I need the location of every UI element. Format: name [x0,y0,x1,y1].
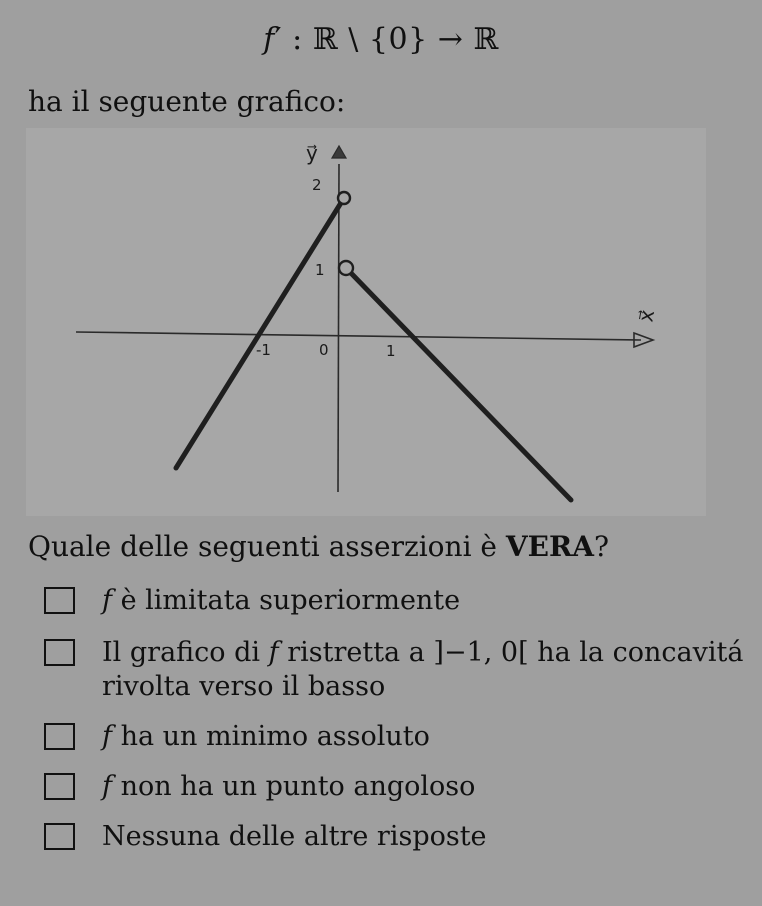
option-4-label: non ha un punto angoloso [112,771,476,802]
option-3 [44,720,744,754]
option-2-label-b: ristretta a ]−1, 0[ ha la concavitá [278,637,744,668]
option-2 [44,636,744,704]
x-axis-label: x⃗ [633,307,660,324]
tick-label-origin: 0 [319,341,329,359]
option-2-label-line2: rivolta verso il basso [102,671,386,702]
y-axis [338,164,339,492]
formula-f: f [263,22,275,57]
graph-svg [26,128,706,516]
option-1-f: f [102,585,112,616]
option-5-label: Nessuna delle altre risposte [102,821,487,852]
tick-label-x-1: 1 [386,342,396,360]
y-axis-label: y⃗ [306,141,318,165]
option-4-f: f [102,771,112,802]
option-3-checkbox[interactable] [44,723,75,750]
question-bold: VERA [505,530,594,563]
open-point-0-1 [339,261,353,275]
option-1-checkbox[interactable] [44,587,75,614]
function-definition [0,18,762,62]
option-3-f: f [102,721,112,752]
question-text [28,528,609,566]
option-4 [44,770,744,804]
formula-domain-codomain: ′ : ℝ \ {0} → ℝ [274,22,499,57]
graph-background [26,128,706,516]
option-2-f: f [268,637,279,668]
option-5-checkbox[interactable] [44,823,75,850]
option-5 [44,820,744,854]
tick-label-x-minus1: -1 [256,341,271,359]
open-point-0-2 [338,192,350,204]
option-1 [44,584,744,618]
answer-options [44,584,744,870]
option-2-checkbox[interactable] [44,639,75,666]
option-4-checkbox[interactable] [44,773,75,800]
option-1-label: è limitata superiormente [112,585,461,616]
question-suffix: ? [593,530,609,563]
tick-label-y-1: 1 [315,261,325,279]
question-prefix: Quale delle seguenti asserzioni è [28,530,506,563]
tick-label-y-2: 2 [312,176,322,194]
option-2-label-a: Il grafico di [102,637,269,668]
intro-text: ha il seguente grafico: [28,85,346,118]
option-3-label: ha un minimo assoluto [112,721,430,752]
derivative-graph [26,128,706,516]
